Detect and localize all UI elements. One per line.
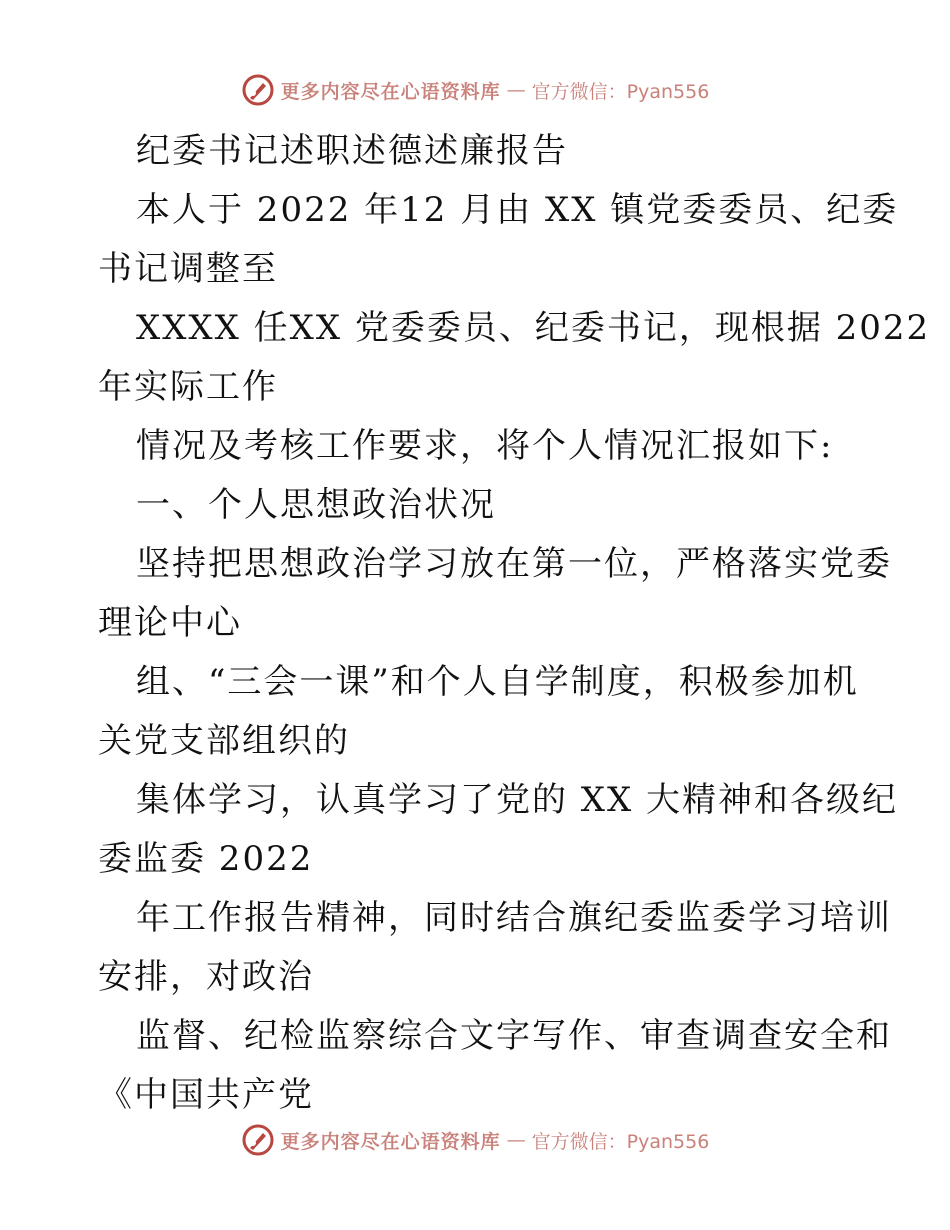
document-line: 一、个人思想政治状况: [136, 485, 496, 525]
quill-logo-icon: [241, 73, 275, 107]
banner-brand-text: 更多内容尽在心语资料库: [280, 1130, 501, 1153]
banner-wechat-text: 官方微信：Pyan556: [531, 80, 710, 103]
document-line: 纪委书记述职述德述廉报告: [136, 131, 568, 171]
document-body: [98, 122, 931, 1125]
banner-wechat-text: 官方微信：Pyan556: [531, 1130, 710, 1153]
document-line: 关党支部组织的: [98, 721, 350, 761]
banner-brand-text: 更多内容尽在心语资料库: [280, 80, 501, 103]
header-watermark-banner: [0, 72, 950, 108]
quill-logo-icon: [241, 1123, 275, 1157]
document-line: 《中国共产党: [98, 1075, 314, 1115]
document-line: 集体学习，认真学习了党的 XX 大精神和各级纪: [136, 780, 899, 820]
document-line: 理论中心: [98, 603, 242, 643]
document-line: 组、“三会一课”和个人自学制度，积极参加机: [136, 662, 859, 702]
footer-watermark-banner: [0, 1122, 950, 1158]
banner-separator: —: [506, 79, 526, 101]
document-line: 本人于 2022 年12 月由 XX 镇党委委员、纪委: [136, 190, 899, 230]
document-line: 年工作报告精神，同时结合旗纪委监委学习培训: [136, 898, 892, 938]
document-line: XXXX 任XX 党委委员、纪委书记，现根据 2022: [136, 308, 931, 348]
document-line: 情况及考核工作要求，将个人情况汇报如下:: [136, 426, 834, 466]
document-line: 坚持把思想政治学习放在第一位，严格落实党委: [136, 544, 892, 584]
banner-separator: —: [506, 1129, 526, 1151]
document-line: 安排，对政治: [98, 957, 314, 997]
document-line: 委监委 2022: [98, 839, 314, 879]
document-line: 年实际工作: [98, 367, 278, 407]
document-line: 监督、纪检监察综合文字写作、审查调查安全和: [136, 1016, 892, 1056]
document-line: 书记调整至: [98, 249, 278, 289]
